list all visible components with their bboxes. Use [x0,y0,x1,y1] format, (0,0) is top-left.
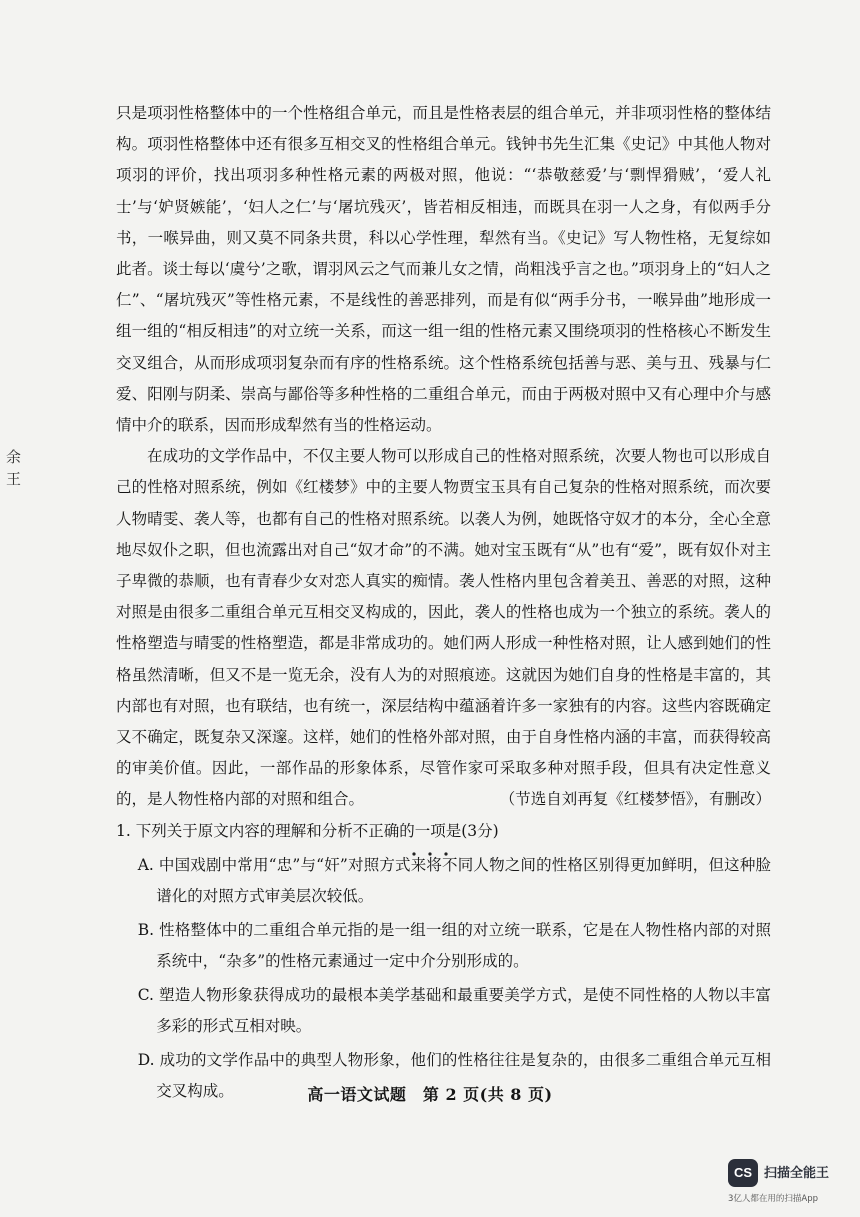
option-a: A. 中国戏剧中常用“忠”与“奸”对照方式来将不同人物之间的性格区别得更加鲜明，但这种脸谱化的对照方式审美层次较低。 [137,855,771,905]
margin-note: 余王 [6,448,22,488]
scanner-watermark [728,1159,848,1209]
option-d: D. 成功的文学作品中的典型人物形象，他们的性格往往是复杂的，由很多二重组合单元互相交叉构成。 [137,1050,771,1100]
question-1-stem [116,816,771,847]
page-footer: 高一语文试题 第 2 页(共 8 页) [307,1085,553,1104]
passage-content [116,98,771,1107]
passage-paragraph-1: 只是项羽性格整体中的一个性格组合单元，而且是性格表层的组合单元，并非项羽性格的整体结构。项羽性格整体中还有很多互相交叉的性格组合单元。钱钟书先生汇集《史记》中其他人物对项羽的评价，找出项羽多种性格元素的两极对照，他说：“‘恭敬慈爱’与‘剽悍猾贼’，‘爱人礼士’与‘妒贤嫉能’，‘妇人之仁’与‘屠坑残灭’，皆若相反相违，而既具在羽一人之身，有似两手分书，一喉异曲，则又莫不同条共贯，科以心学性理，犁然有当。《史记》写人物性格，无复综如此者。谈士每以‘虞兮’之歌，谓羽风云之气而兼儿女之情，尚粗浅乎言之也。”项羽身上的“妇人之仁”、“屠坑残灭”等性格元素，不是线性的善恶排列，而是有似“两手分书，一喉异曲”地形成一组一组的“相反相违”的对立统一关系，而这一组一组的性格元素又围绕项羽的性格核心不断发生交叉组合，从而形成项羽复杂而有序的性格系统。这个性格系统包括善与恶、美与丑、残暴与仁爱、阳刚与阴柔、崇高与鄙俗等多种性格的二重组合单元，而由于两极对照中又有心理中介与感情中介的联系，因而形成犁然有当的性格运动。 [116,104,771,435]
scanner-logo-icon: CS [728,1159,758,1187]
passage-source: （节选自刘再复《红楼梦悟》，有删改） [499,790,771,809]
option-c: C. 塑造人物形象获得成功的最根本美学基础和最重要美学方式，是使不同性格的人物以丰富多彩的形式互相对映。 [137,985,771,1035]
scanner-tagline: 3亿人都在用的扫描App [728,1194,819,1204]
scanner-name: 扫描全能王 [764,1166,830,1181]
question-1-stem-text: 1. 下列关于原文内容的理解和分析不正确的一项是(3分) [116,821,499,840]
passage-paragraph-2: 在成功的文学作品中，不仅主要人物可以形成自己的性格对照系统，次要人物也可以形成自己的性格对照系统，例如《红楼梦》中的主要人物贾宝玉具有自己复杂的性格对照系统，而次要人物晴雯、袭人等，也都有自己的性格对照系统。以袭人为例，她既恪守奴才的本分，全心全意地尽奴仆之职，但也流露出对自己“奴才命”的不满。她对宝玉既有“从”也有“爱”，既有奴仆对主子卑微的恭顺，也有青春少女对恋人真实的痴情。袭人性格内里包含着美丑、善恶的对照，这种对照是由很多二重组合单元互相交叉构成的，因此，袭人的性格也成为一个独立的系统。袭人的性格塑造与晴雯的性格塑造，都是非常成功的。她们两人形成一种性格对照，让人感到她们的性格虽然清晰，但又不是一览无余，没有人为的对照痕迹。这就因为她们自身的性格是丰富的，其内部也有对照，也有联结，也有统一，深层结构中蕴涵着许多一家独有的内容。这些内容既确定又不确定，既复杂又深邃。这样，她们的性格外部对照，由于自身性格内涵的丰富，而获得较高的审美价值。因此，一部作品的形象体系，尽管作家可采取多种对照手段，但具有决定性意义的，是人物性格内部的对照和组合。 [116,447,771,809]
option-b: B. 性格整体中的二重组合单元指的是一组一组的对立统一联系，它是在人物性格内部的对照系统中，“杂多”的性格元素通过一定中介分别形成的。 [137,920,771,970]
